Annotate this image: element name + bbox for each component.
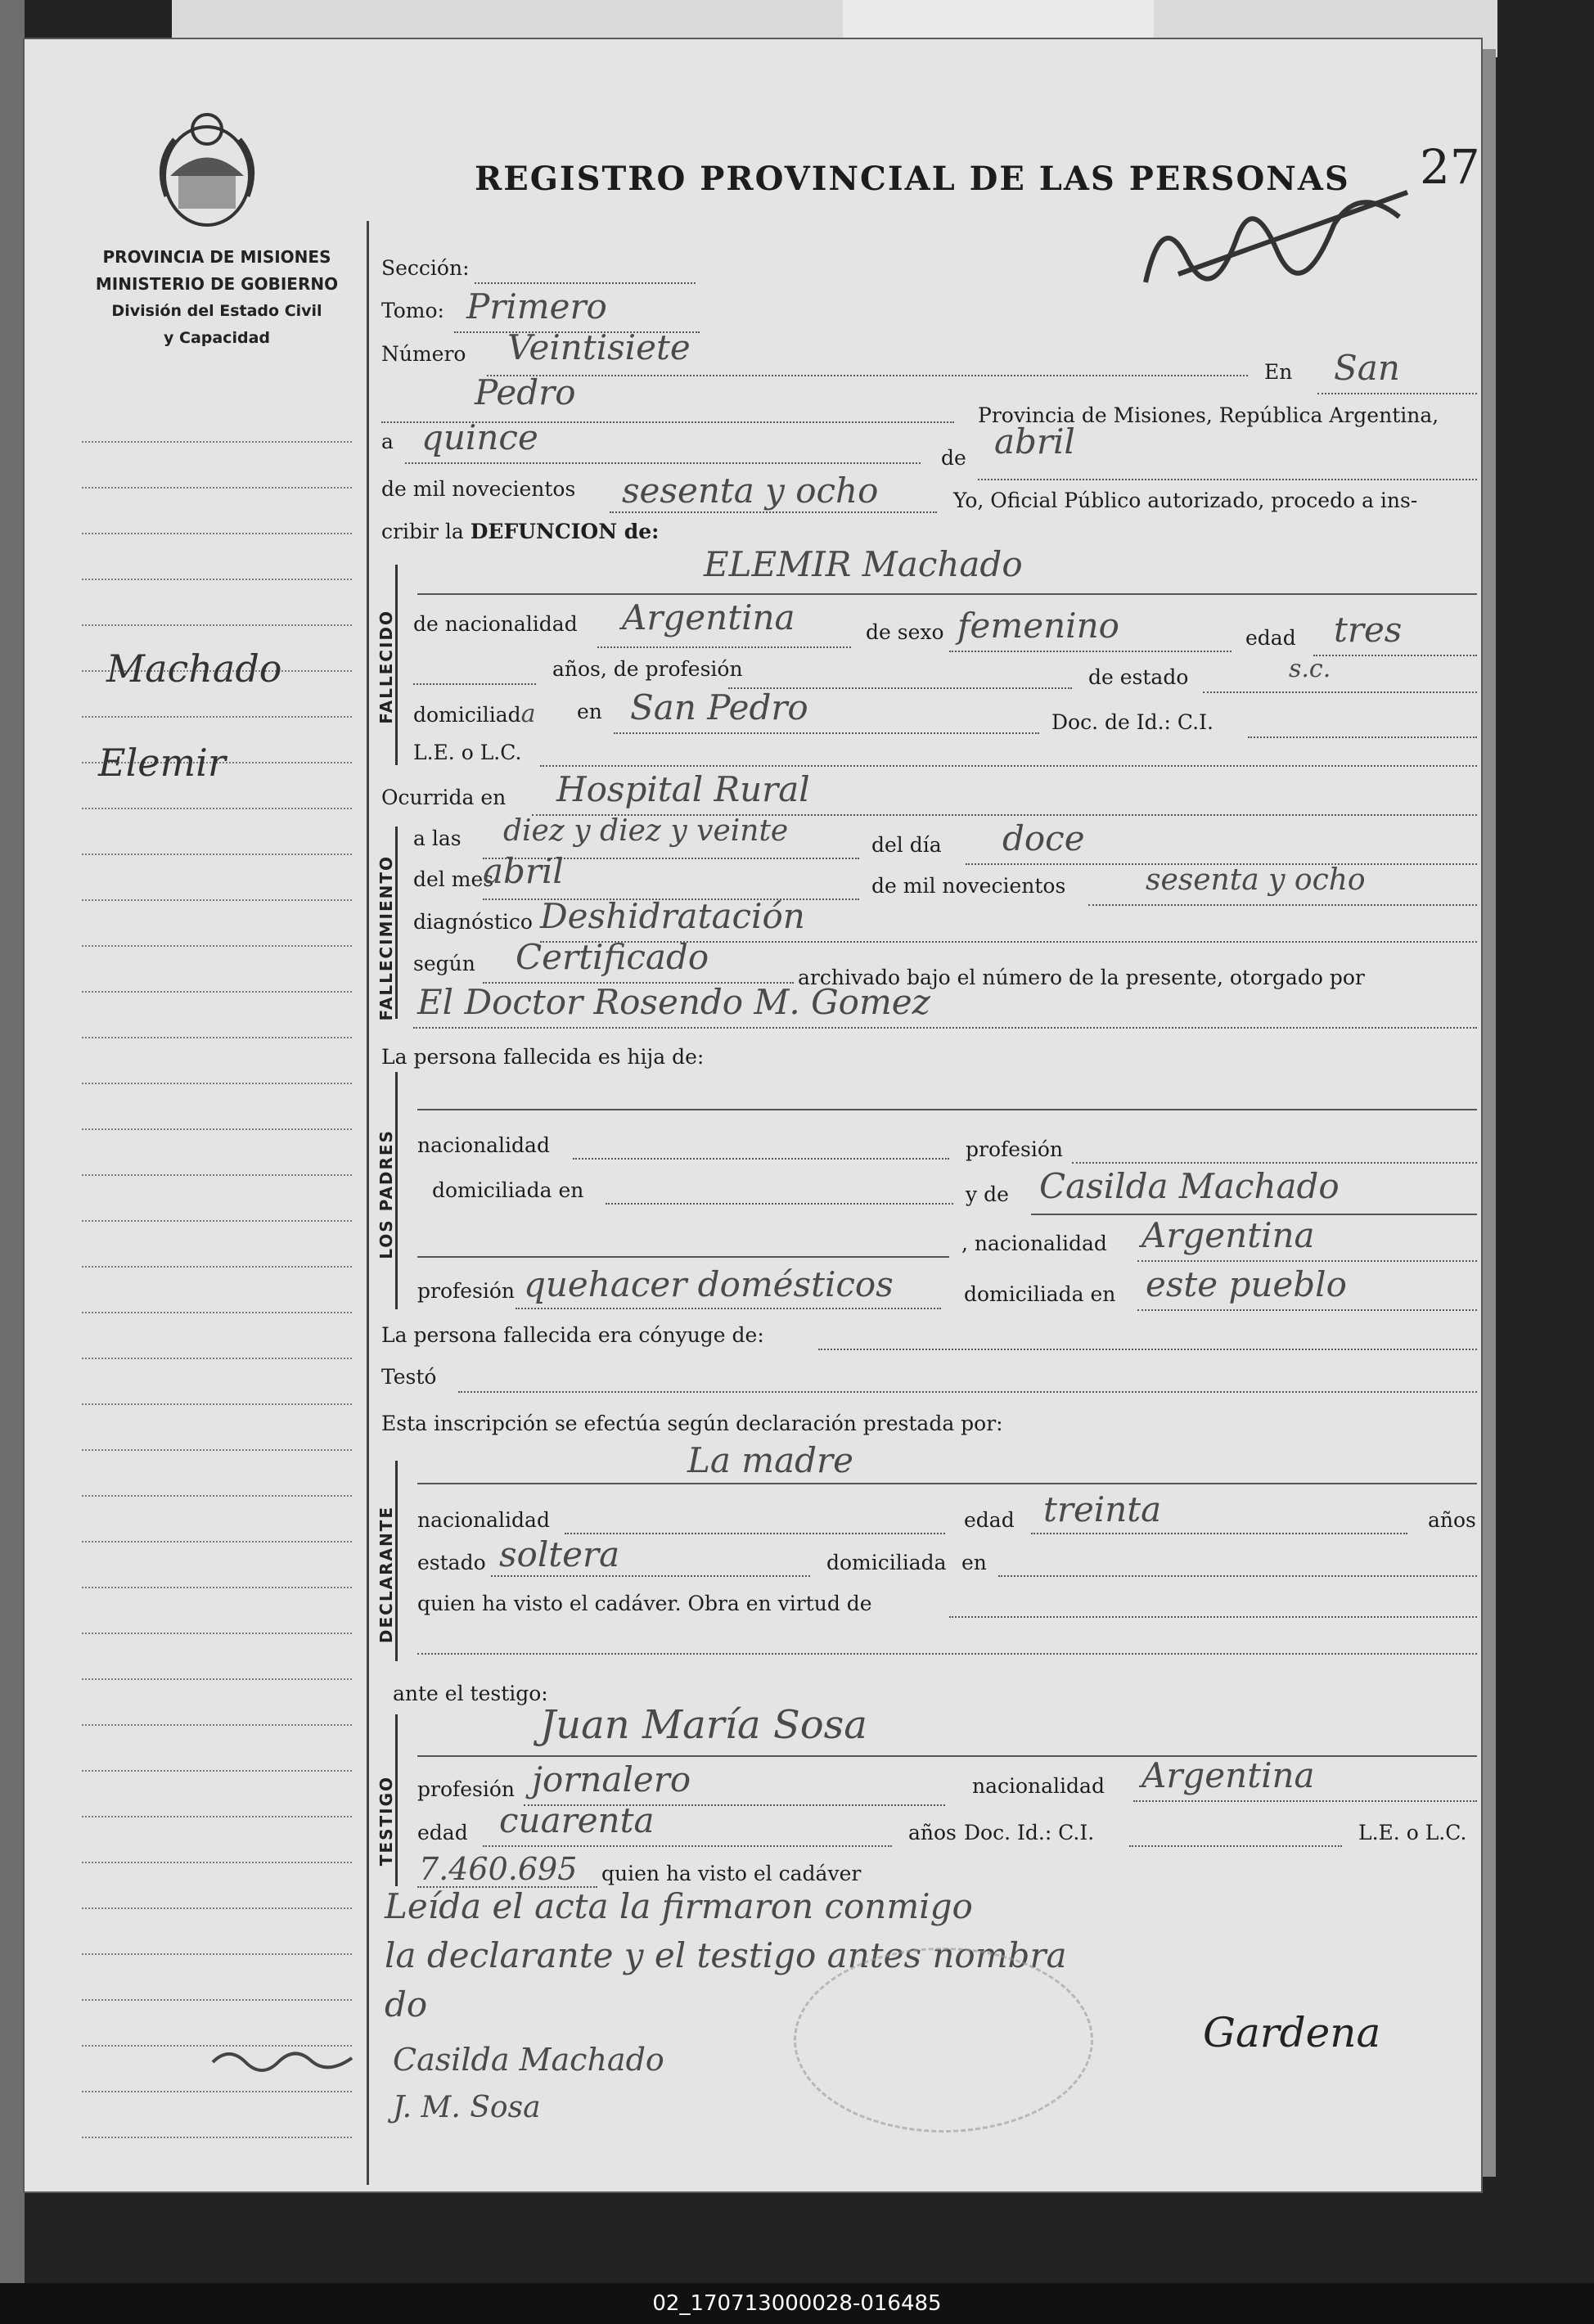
line-testigo-doc xyxy=(1129,1845,1342,1847)
line-numero xyxy=(487,375,1248,376)
value-madre-profesion: quehacer domésticos xyxy=(524,1264,894,1304)
value-decl-edad: treinta xyxy=(1043,1489,1162,1529)
line-domicilio xyxy=(614,732,1039,734)
value-madre-nacionalidad: Argentina xyxy=(1141,1215,1315,1255)
label-oficial: Yo, Oficial Público autorizado, procedo a ins- xyxy=(953,489,1418,512)
margin-divider xyxy=(367,221,369,2185)
value-nacionalidad: Argentina xyxy=(622,597,795,637)
value-testigo-doc: 7.460.695 xyxy=(419,1851,578,1887)
label-decl-nacionalidad: nacionalidad xyxy=(417,1508,550,1532)
label-decl-visto: quien ha visto el cadáver. Obra en virtud de xyxy=(417,1592,872,1615)
line-estado xyxy=(1203,691,1477,693)
line-madre-profesion xyxy=(516,1308,941,1309)
margin-scribble xyxy=(205,2038,368,2079)
section-fallecido: FALLECIDO xyxy=(376,610,396,724)
value-lugar: Pedro xyxy=(475,372,576,412)
label-domiciliad: domiciliad xyxy=(413,703,521,727)
line-testigo-nacionalidad xyxy=(1133,1800,1477,1802)
value-domicilio: San Pedro xyxy=(630,687,808,727)
label-en-dom: en xyxy=(577,700,602,723)
value-dia: quince xyxy=(421,417,538,457)
label-testigo-anos: años xyxy=(908,1821,957,1844)
line-padre-nacionalidad xyxy=(573,1158,949,1160)
margin-surname: Machado xyxy=(106,646,282,691)
label-ocurrida: Ocurrida en xyxy=(381,786,507,809)
value-mes-f: abril xyxy=(483,851,564,891)
line-testigo-edad xyxy=(483,1845,892,1847)
label-testigo-doc: Doc. Id.: C.I. xyxy=(964,1821,1095,1844)
value-dia-f: doce xyxy=(1002,818,1085,858)
line-madre-domicilio xyxy=(1137,1309,1477,1311)
line-seccion xyxy=(475,282,696,284)
header-signature xyxy=(1129,160,1424,307)
label-testo: Testó xyxy=(381,1365,437,1389)
line-anio-f xyxy=(1088,904,1477,906)
line-decl-nacionalidad xyxy=(565,1533,945,1534)
label-madre-nacionalidad: , nacionalidad xyxy=(961,1232,1107,1255)
line-padre-dom2 xyxy=(417,1256,949,1258)
label-del-dia: del día xyxy=(871,833,942,857)
value-anio-f: sesenta y ocho xyxy=(1146,863,1366,897)
value-tomo: Primero xyxy=(466,286,607,327)
line-padre xyxy=(417,1109,1477,1110)
value-anio: sesenta y ocho xyxy=(622,471,879,511)
value-en: San xyxy=(1334,348,1400,388)
label-conyuge: La persona fallecida era cónyuge de: xyxy=(381,1323,764,1347)
value-sexo: femenino xyxy=(957,606,1119,646)
line-decl-domicilio xyxy=(998,1575,1477,1577)
signature-testigo: J. M. Sosa xyxy=(393,2091,541,2124)
value-testigo-profesion: jornalero xyxy=(532,1759,691,1799)
value-domicilio-sufijo: a xyxy=(520,700,536,728)
value-diagnostico: Deshidratación xyxy=(540,896,805,936)
label-testigo-profesion: profesión xyxy=(417,1777,516,1801)
value-madre-domicilio: este pueblo xyxy=(1146,1264,1347,1304)
label-defuncion: DEFUNCION de: xyxy=(470,520,660,543)
value-ocurrida: Hospital Rural xyxy=(556,769,810,809)
signature-declarante: Casilda Machado xyxy=(393,2042,664,2078)
line-decl-estado xyxy=(491,1575,810,1577)
line-sexo xyxy=(949,651,1232,652)
label-ante-testigo: ante el testigo: xyxy=(393,1682,548,1705)
label-testigo-nacionalidad: nacionalidad xyxy=(972,1774,1105,1798)
label-le-lc: L.E. o L.C. xyxy=(413,741,522,764)
label-numero: Número xyxy=(381,342,466,366)
official-stamp xyxy=(794,1948,1093,2133)
line-testigo xyxy=(417,1755,1477,1757)
label-del-mes: del mes xyxy=(413,867,494,891)
label-anos-prof: años, de profesión xyxy=(552,657,743,681)
label-segun: según xyxy=(413,952,475,975)
note-line-1: Leída el acta la firmaron conmigo xyxy=(385,1886,973,1926)
org-line-division: División del Estado Civil xyxy=(111,302,322,320)
line-nacionalidad xyxy=(597,646,851,648)
line-declarante xyxy=(417,1483,1477,1484)
label-tomo: Tomo: xyxy=(381,299,444,322)
section-fallecimiento: FALLECIMIENTO xyxy=(376,855,396,1021)
label-decl-anos: años xyxy=(1428,1508,1476,1532)
label-nacionalidad: de nacionalidad xyxy=(413,612,578,636)
label-decl-domiciliada: domiciliada xyxy=(826,1551,947,1574)
scan-caption: 02_170713000028-016485 xyxy=(0,2283,1594,2324)
label-padre-profesion: profesión xyxy=(966,1137,1064,1161)
label-madre-domiciliada: domiciliada en xyxy=(964,1282,1116,1306)
page-number: 27 xyxy=(1420,139,1480,195)
value-decl-estado: soltera xyxy=(499,1534,620,1574)
label-a: a xyxy=(381,430,394,453)
label-decl-edad: edad xyxy=(964,1508,1015,1532)
label-diagnostico: diagnóstico xyxy=(413,910,533,934)
line-mes xyxy=(978,479,1477,480)
signature-official: Gardena xyxy=(1203,2009,1381,2056)
label-cribir: cribir la xyxy=(381,520,464,543)
label-de-mil: de mil novecientos xyxy=(381,477,576,501)
label-testigo-edad: edad xyxy=(417,1821,468,1844)
line-dia xyxy=(405,462,921,464)
label-inscripcion: Esta inscripción se efectúa según declaración prestada por: xyxy=(381,1412,1003,1435)
label-hija-de: La persona fallecida es hija de: xyxy=(381,1045,705,1069)
org-line-ministry: MINISTERIO DE GOBIERNO xyxy=(95,274,339,294)
line-conyuge xyxy=(818,1349,1477,1350)
label-testigo-le: L.E. o L.C. xyxy=(1358,1821,1467,1844)
label-doc-id: Doc. de Id.: C.I. xyxy=(1051,710,1214,734)
line-nombre xyxy=(417,593,1477,595)
note-line-3: do xyxy=(385,1984,428,2024)
value-estado: s.c. xyxy=(1289,655,1331,683)
line-anos xyxy=(413,683,536,685)
label-testigo-visto: quien ha visto el cadáver xyxy=(601,1862,862,1885)
line-doc-id xyxy=(1248,736,1477,738)
label-seccion: Sección: xyxy=(381,256,470,280)
label-archivado: archivado bajo el número de la presente, otorgado por xyxy=(798,966,1365,989)
value-declarante: La madre xyxy=(687,1440,853,1480)
section-declarante: DECLARANTE xyxy=(376,1506,396,1644)
value-testigo-nacionalidad: Argentina xyxy=(1141,1755,1315,1795)
line-le-lc xyxy=(540,765,1477,767)
label-decl-estado: estado xyxy=(417,1551,486,1574)
book-spine xyxy=(0,0,25,2283)
line-otorgado xyxy=(413,1027,1477,1029)
value-nombre: ELEMIR Machado xyxy=(704,544,1023,584)
value-segun: Certificado xyxy=(516,937,709,977)
line-padre-profesion xyxy=(1072,1162,1477,1164)
note-line-2: la declarante y el testigo antes nombra xyxy=(385,1935,1067,1975)
page-edge xyxy=(1481,49,1496,2177)
issuing-office xyxy=(65,244,368,352)
label-de-mil-f: de mil novecientos xyxy=(871,874,1066,898)
label-y-de: y de xyxy=(966,1182,1009,1206)
section-testigo: TESTIGO xyxy=(376,1776,396,1867)
label-padre-domiciliada: domiciliada en xyxy=(432,1178,584,1202)
label-padre-nacionalidad: nacionalidad xyxy=(417,1133,550,1157)
line-decl-extra xyxy=(417,1653,1477,1655)
label-provincia: Provincia de Misiones, República Argentina, xyxy=(978,403,1439,427)
line-testo xyxy=(458,1391,1477,1393)
org-line-province: PROVINCIA DE MISIONES xyxy=(102,247,331,267)
label-a-las: a las xyxy=(413,826,462,850)
value-numero: Veintisiete xyxy=(507,327,691,367)
label-de: de xyxy=(941,446,966,470)
label-en: En xyxy=(1264,360,1293,384)
line-madre-nacionalidad xyxy=(1137,1260,1477,1262)
value-hora: diez y diez y veinte xyxy=(503,814,789,848)
label-madre-profesion: profesión xyxy=(417,1279,516,1303)
line-decl-edad xyxy=(1031,1533,1407,1534)
line-en xyxy=(1317,393,1477,394)
value-madre: Casilda Machado xyxy=(1039,1166,1340,1206)
value-mes: abril xyxy=(994,421,1075,462)
line-decl-visto xyxy=(949,1616,1477,1618)
label-edad: edad xyxy=(1245,626,1296,650)
label-decl-en: en xyxy=(961,1551,987,1574)
line-edad xyxy=(1313,655,1477,656)
value-testigo: Juan María Sosa xyxy=(540,1702,867,1748)
org-line-capacity: y Capacidad xyxy=(164,329,270,347)
label-sexo: de sexo xyxy=(866,620,944,644)
line-anio xyxy=(610,511,937,513)
value-edad: tres xyxy=(1334,610,1403,650)
label-de-estado: de estado xyxy=(1088,665,1189,689)
section-padres: LOS PADRES xyxy=(376,1129,396,1259)
line-padre-domiciliada xyxy=(606,1203,953,1205)
value-otorgado: El Doctor Rosendo M. Gomez xyxy=(417,982,930,1022)
document-title: REGISTRO PROVINCIAL DE LAS PERSONAS xyxy=(475,160,1350,198)
margin-given-name: Elemir xyxy=(98,741,226,785)
coat-of-arms-icon xyxy=(154,106,260,229)
value-testigo-edad: cuarenta xyxy=(499,1800,655,1840)
